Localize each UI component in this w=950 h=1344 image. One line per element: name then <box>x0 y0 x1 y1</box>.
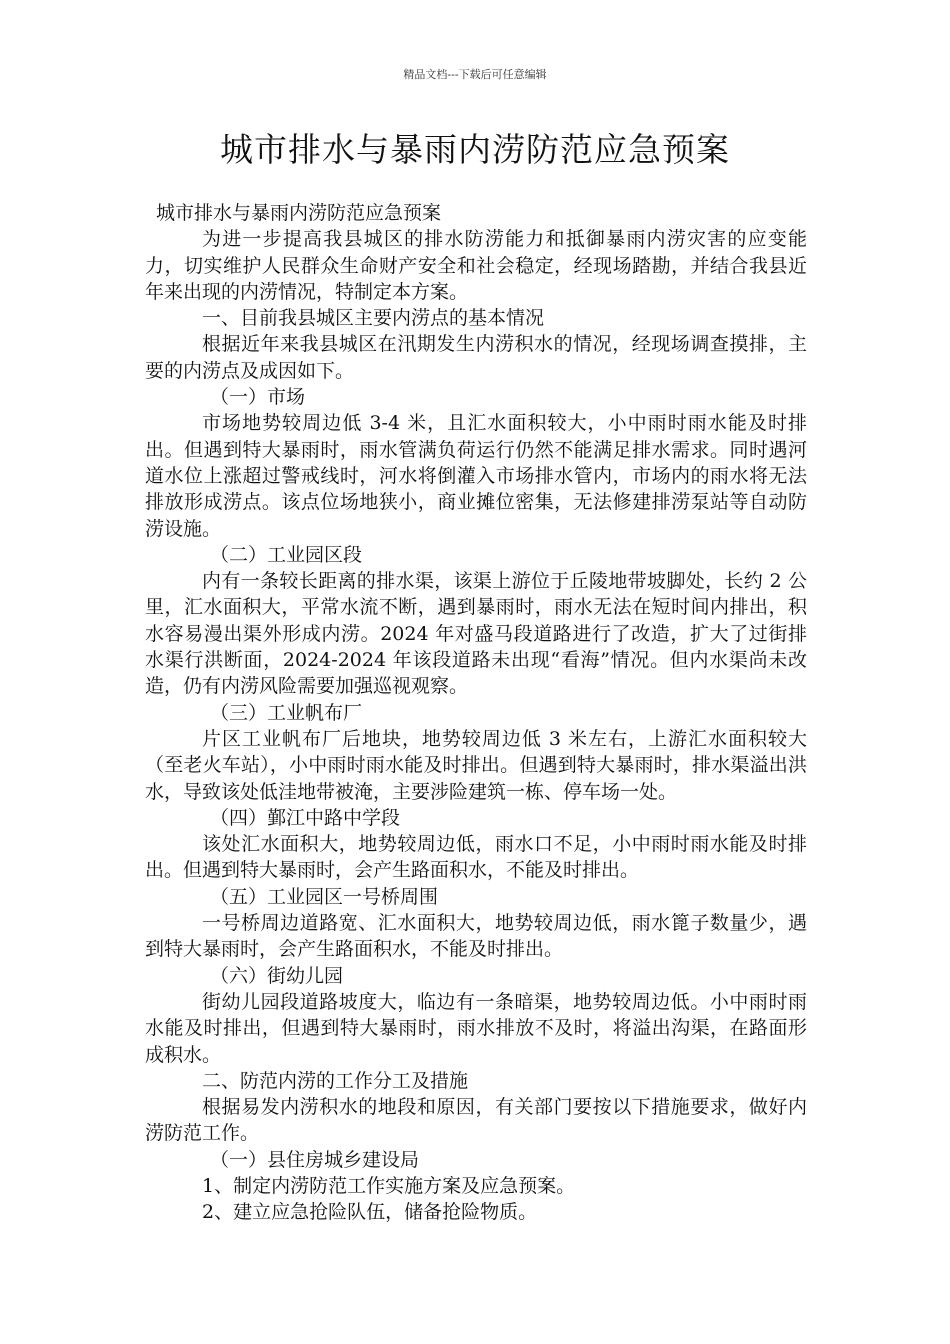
paragraph: 片区工业帆布厂后地块，地势较周边低 3 米左右，上游汇水面积较大（至老火车站），小中雨时雨水能及时排出。但遇到特大暴雨时，排水渠溢出洪水，导致该处低洼地带被淹，主要涉险建筑一栋、停车场一处。 <box>145 727 807 803</box>
section-heading-2: 二、防范内涝的工作分工及措施 <box>202 1069 469 1092</box>
paragraph: 街幼儿园段道路坡度大，临边有一条暗渠，地势较周边低。小中雨时雨水能及时排出，但遇到特大暴雨时，雨水排放不及时，将溢出沟渠，在路面形成积水。 <box>145 990 807 1066</box>
paragraph: 市场地势较周边低 3-4 米，且汇水面积较大，小中雨时雨水能及时排出。但遇到特大暴雨时，雨水管满负荷运行仍然不能满足排水需求。同时遇河道水位上涨超过警戒线时，河水将倒灌入市场排水管内，市场内的雨水将无法排放形成涝点。该点位场地狭小，商业摊位密集，无法修建排涝泵站等自动防涝设施。 <box>145 412 807 540</box>
header-note: 精品文档---下载后可任意编辑 <box>403 68 547 81</box>
list-item: 1、制定内涝防范工作实施方案及应急预案。 <box>202 1174 576 1197</box>
list-item: 2、建立应急抢险队伍，储备抢险物质。 <box>202 1201 538 1224</box>
subsection-heading: （二）工业园区段 <box>210 543 363 566</box>
subsection-heading: （一）市场 <box>210 386 306 409</box>
paragraph: 内有一条较长距离的排水渠，该渠上游位于丘陵地带坡脚处，长约 2 公里，汇水面积大，平常水流不断，遇到暴雨时，雨水无法在短时间内排出，积水容易漫出渠外形成内涝。2024 年对盛马段道路进行了改造，扩大了过街排水渠行洪断面，2024-2024 年该段道路未出现“看海”情况。但内水渠尚未改造，仍有内涝风险需要加强巡视观察。 <box>145 570 807 698</box>
document-body <box>145 200 807 1226</box>
section-heading-1: 一、目前我县城区主要内涝点的基本情况 <box>202 307 545 330</box>
subsection-heading: （一）县住房城乡建设局 <box>210 1148 420 1171</box>
intro-paragraph: 为进一步提高我县城区的排水防涝能力和抵御暴雨内涝灾害的应变能力，切实维护人民群众生命财产安全和社会稳定，经现场踏勘，并结合我县近年来出现的内涝情况，特制定本方案。 <box>145 228 807 303</box>
subsection-heading: （四）鄞江中路中学段 <box>210 806 401 829</box>
paragraph: 根据易发内涝积水的地段和原因，有关部门要按以下措施要求，做好内涝防范工作。 <box>145 1096 807 1145</box>
subsection-heading: （三）工业帆布厂 <box>210 701 363 724</box>
paragraph: 根据近年来我县城区在汛期发生内涝积水的情况，经现场调查摸排，主要的内涝点及成因如下。 <box>145 333 807 382</box>
paragraph: 一号桥周边道路宽、汇水面积大，地势较周边低，雨水篦子数量少，遇到特大暴雨时，会产生路面积水，不能及时排出。 <box>145 912 807 961</box>
body-heading: 城市排水与暴雨内涝防范应急预案 <box>156 202 442 224</box>
paragraph: 该处汇水面积大，地势较周边低，雨水口不足，小中雨时雨水能及时排出。但遇到特大暴雨时，会产生路面积水，不能及时排出。 <box>145 833 807 882</box>
subsection-heading: （六）街幼儿园 <box>210 964 344 987</box>
document-title: 城市排水与暴雨内涝防范应急预案 <box>220 130 730 169</box>
subsection-heading: （五）工业园区一号桥周围 <box>210 885 439 908</box>
